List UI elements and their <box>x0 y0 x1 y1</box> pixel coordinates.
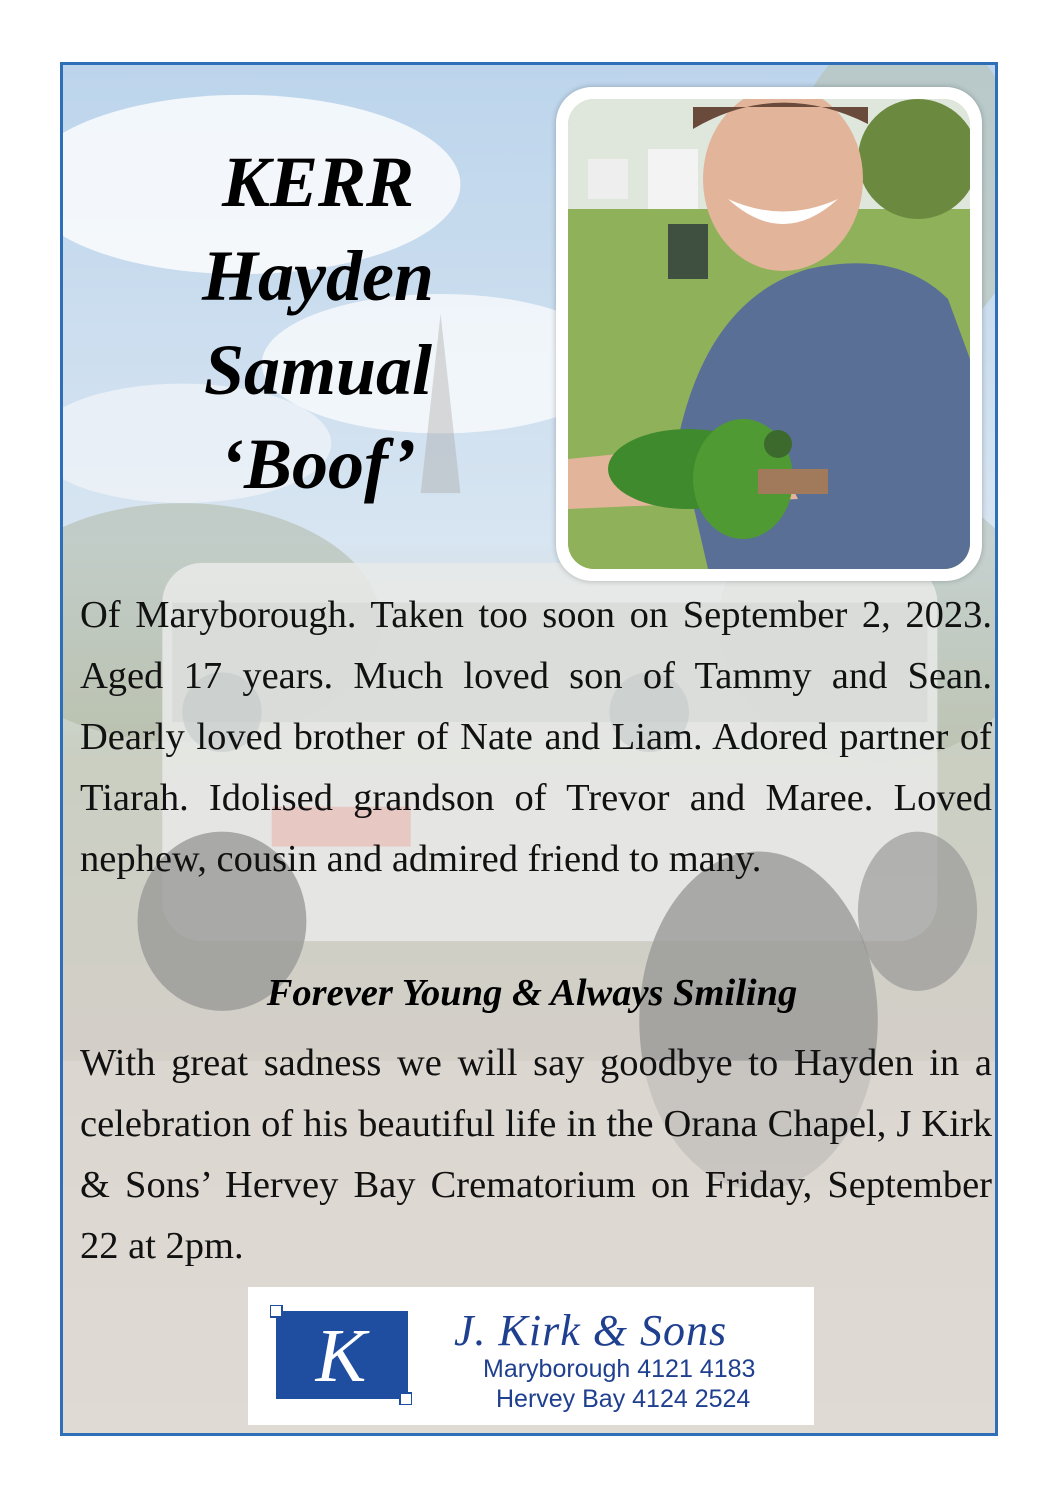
notice-paragraph-service: With great sadness we will say goodbye to Hayden in a celebration of his beautiful life in the Orana Chapel, J Kirk & Sons’ Hervey Bay Crematorium on Friday, September 22 at 2pm. <box>80 1042 992 1267</box>
kirk-monogram-icon <box>270 1305 412 1405</box>
funeral-home-logo <box>248 1287 814 1425</box>
surname: KERR <box>221 142 415 222</box>
portrait-photo <box>556 87 982 581</box>
maryborough-phone: Maryborough 4121 4183 <box>483 1355 756 1383</box>
portrait-image <box>568 99 970 569</box>
notice-frame <box>60 62 998 1436</box>
nickname: ‘Boof’ <box>220 424 416 504</box>
deceased-name <box>103 135 533 511</box>
svg-text:K: K <box>315 1314 367 1398</box>
funeral-home-name: J. Kirk & Sons <box>454 1306 728 1355</box>
notice-motto: Forever Young & Always Smiling <box>266 972 798 1014</box>
hervey-bay-phone: Hervey Bay 4124 2524 <box>496 1385 751 1413</box>
first-name: Hayden <box>202 236 434 316</box>
notice-paragraph-details: Of Maryborough. Taken too soon on September 2, 2023. Aged 17 years. Much loved son of Tammy and Sean. Dearly loved brother of Nate and Liam. Adored partner of Tiarah. Idolised grandson of Trevor and Maree. Loved nephew, cousin and admired friend to many. <box>80 594 992 880</box>
middle-name: Samual <box>203 330 433 410</box>
